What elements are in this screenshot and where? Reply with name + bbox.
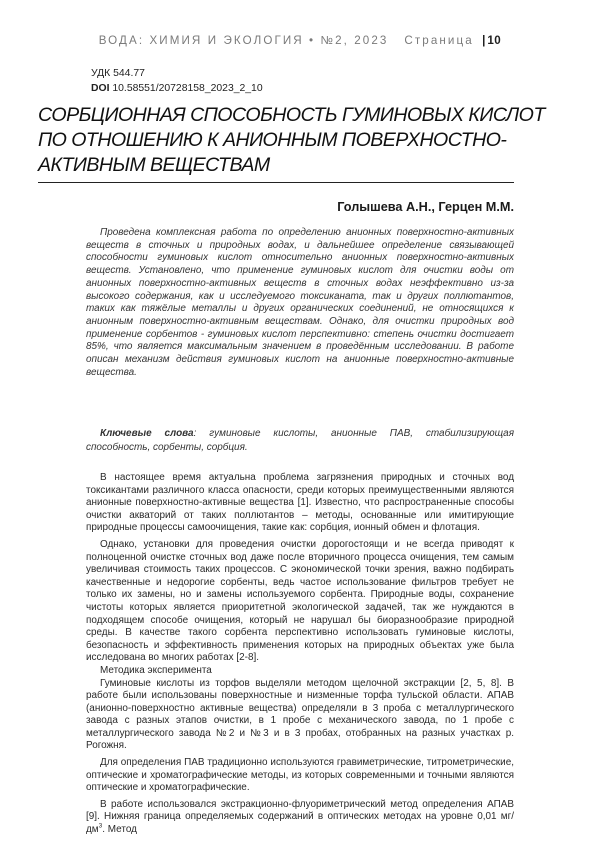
paragraph-4: Для определения ПАВ традиционно используются гравиметрические, титрометрические, оптические и хроматографические методы, из которых современными и точными являются оптические и хроматографические. [86,757,514,794]
authors: Голышева А.Н., Герцен М.М. [337,200,514,214]
page-word: Страница [404,34,474,47]
journal-name: ВОДА: ХИМИЯ И ЭКОЛОГИЯ • №2, 2023 [98,34,389,47]
doi-line [91,81,263,96]
paragraph-1: В настоящее время актуальна проблема загрязнения природных и сточных вод токсикантами различного класса опасности, среди которых преимущественными являются анионные поверхностно-активные вещества [1]. Известно, что распространенные способы очистки акваторий от таких поллютантов – методы, основанные или имитирующие природные процессы самоочищения, такие как: сорбция, ионный обмен и флотация. [86,472,514,534]
article-title: СОРБЦИОННАЯ СПОСОБНОСТЬ ГУМИНОВЫХ КИСЛОТ ПО ОТНОШЕНИЮ К АНИОННЫМ ПОВЕРХНОСТНО-АКТИВНЫМ ВЕЩЕСТВАМ [38,104,545,176]
paragraph-3: Гуминовые кислоты из торфов выделяли методом щелочной экстракции [2, 5, 8]. В работе были использованы поверхностные и низменные торфа тульской области. АПАВ (анионно-поверхностно активные вещества) определяли в 3 проба с металлургического завода с разных этапов очистки, в 1 пробе с механического завода, по 1 пробе с металлургического завода №2 и №3 и в 3 пробах, отобранных на разных участках р. Рогожня. [86,677,514,752]
udc-code: УДК 544.77 [91,68,145,79]
paragraph-5-tail: . Метод [102,824,137,836]
paragraph-5-text: В работе использовался экстракционно-флуориметрический метод определения АПАВ [9]. Нижняя граница определяемых содержаний в оптических методах на уровне 0,01 мг/дм [86,798,514,836]
paragraph-2: Однако, установки для проведения очистки дорогостоящи и не всегда приводят к полноценной очистке сточных вод даже после вторичного процесса очищения, тем самым увеличивая стоимость таких процессов. С экономической точки зрения, важно подбирать качественные и недорогие сорбенты, ведь частое использование фильтров требует не только их замены, но и замены используемого сорбента. Природные воды, сохранение чистоты которых является приоритетной экологической задачей, так же нуждаются в подходящем способе очищения, который не нарушал бы биоразнообразие природной среды. В качестве такого сорбента перспективно использовать гуминовые кислоты, безопасность и эффективность применения которых на природных объектах уже была исследована во многих работах [2-8]. [86,538,514,664]
keywords-text: : гуминовые кислоты, анионные ПАВ, стабилизирующая способность, сорбенты, сорбция. [86,428,515,453]
header-separator: | [482,34,486,47]
keywords-label: Ключевые слова [100,428,194,439]
title-divider [38,182,514,183]
paragraph-5 [86,799,514,837]
article-meta [91,66,263,96]
abstract: Проведена комплексная работа по определению анионных поверхностно-активных веществ в сточных и природных водах, и дальнейшее определение связывающей способности гуминовых кислот относительно анионных поверхностно-активных веществ. Установлено, что применение гуминовых кислот для очистки воды от анионных поверхностно-активных веществ в сточных водах неэффективно из-за высокого содержания, как и исследуемого токсиканата, так и других поллютантов, таких как тяжёлые металлы и других органических соединений, не относящихся к анионным поверхностно-активным веществам. Однако, для очистки природных вод применение сорбентов - гуминовых кислот перспективно: степень очистки достигает 85%, что является максимальным значением в проведённым исследовании. В работе описан механизм действия гуминовых кислот на анионные поверхностно-активные вещества. [86,227,514,378]
keywords [86,427,514,455]
doi-value: 10.58551/20728158_2023_2_10 [109,83,263,94]
section-heading: Методика эксперимента [100,664,212,676]
page-number: 10 [487,34,502,47]
running-header [0,34,600,47]
doi-label: DOI [91,83,110,94]
article-body [86,472,514,837]
unit-superscript: 3 [98,822,103,830]
